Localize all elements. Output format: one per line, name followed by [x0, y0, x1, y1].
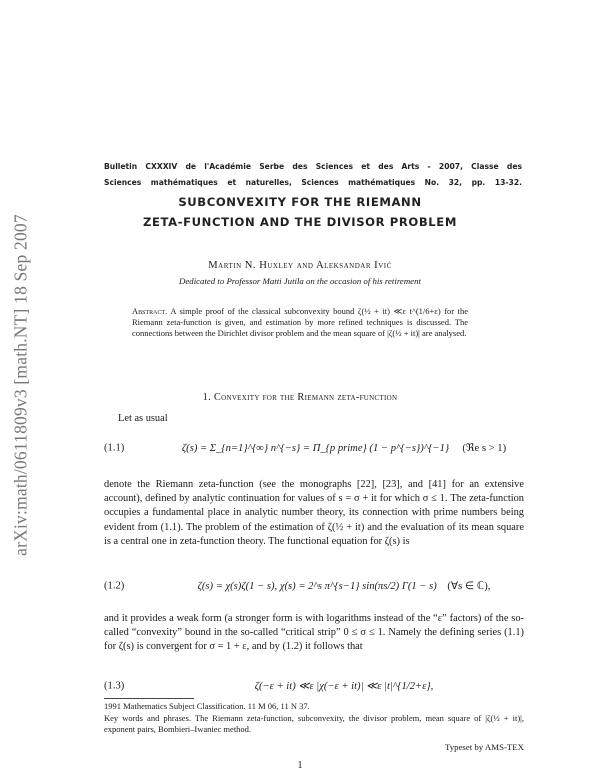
- equation-formula: [164, 442, 524, 454]
- footnote-keywords: Key words and phrases. The Riemann zeta-function, subconvexity, the divisor problem, mean square of |ζ(½ + it)|, exponent pairs, Bombieri–Iwaniec method.: [104, 713, 524, 735]
- abstract: [132, 306, 468, 340]
- typeset-note: Typeset by AMS-TEX: [444, 742, 524, 752]
- equation-formula: ζ(−ε + it) ≪ε |χ(−ε + it)| ≪ε |t|^{1/2+ε},: [254, 681, 434, 692]
- formula-text: ζ(s) = χ(s)ζ(1 − s), χ(s) = 2^s π^{s−1} sin(πs/2) Γ(1 − s): [197, 581, 437, 592]
- equation-1-1: [104, 430, 524, 466]
- arxiv-stamp: [6, 150, 36, 620]
- equation-tag: (1.2): [104, 580, 125, 592]
- equation-tag: (1.1): [104, 442, 125, 454]
- section-heading: 1. Convexity for the Riemann zeta-function: [202, 392, 398, 403]
- equation-condition: (ℜe s > 1): [462, 443, 507, 454]
- authors: Martin N. Huxley and Aleksandar Ivić: [208, 260, 392, 271]
- footnote-rule: [104, 698, 194, 699]
- equation-tag: (1.3): [104, 680, 125, 692]
- formula-text: ζ(s) = Σ_{n=1}^{∞} n^{−s} = Π_{p prime} (1 − p^{−s})^{−1}: [181, 443, 450, 454]
- bulletin-line-1: Bulletin CXXXIV de l'Académie Serbe des Sciences et des Arts - 2007, Classe des: [104, 162, 522, 171]
- equation-formula: [164, 580, 524, 592]
- arxiv-id: arXiv:math/0611809v3 [math.NT] 18 Sep 2007: [10, 214, 31, 556]
- footnote-msc: 1991 Mathematics Subject Classification. 11 M 06, 11 N 37.: [104, 701, 310, 711]
- abstract-label: Abstract.: [132, 306, 168, 316]
- paragraph-2: and it provides a weak form (a stronger form is with logarithms instead of the “ε” factors) of the so-called “convexity” bound in the so-called “critical strip” 0 ≤ σ ≤ 1. Namely the defining series (1.1) for ζ(s) is convergent for σ = 1 + ε, and by (1.2) it follows that: [104, 613, 524, 653]
- equation-condition: (∀s ∈ ℂ),: [447, 581, 491, 592]
- abstract-text: A simple proof of the classical subconvexity bound ζ(½ + it) ≪ε t^(1/6+ε) for the Riemann zeta-function is given, and estimation by more refined techniques is discussed. The connections between the Dirichlet divisor problem and the mean square of |ζ(½ + it)| are analysed.: [132, 306, 469, 339]
- page-number: 1: [297, 760, 303, 771]
- bulletin-line-2: Sciences mathématiques et naturelles, Sciences mathématiques No. 32, pp. 13-32.: [104, 178, 522, 187]
- equation-1-2: [104, 568, 524, 604]
- paper-title-line-1: SUBCONVEXITY FOR THE RIEMANN: [178, 195, 422, 209]
- intro-text: Let as usual: [118, 413, 168, 424]
- dedication: Dedicated to Professor Matti Jutila on the occasion of his retirement: [179, 276, 421, 286]
- paper-title-line-2: ZETA-FUNCTION AND THE DIVISOR PROBLEM: [143, 215, 457, 229]
- paragraph-1: denote the Riemann zeta-function (see the monographs [22], [23], and [41] for an extensive account), defined by analytic continuation for values of s = σ + it for which σ ≤ 1. The zeta-function occupies a fundamental place in analytic number theory, its connection with prime numbers being evident from (1.1). The problem of the estimation of ζ(½ + it) and the evaluation of its mean square is a central one in zeta-function theory. The functional equation for ζ(s) is: [104, 479, 524, 547]
